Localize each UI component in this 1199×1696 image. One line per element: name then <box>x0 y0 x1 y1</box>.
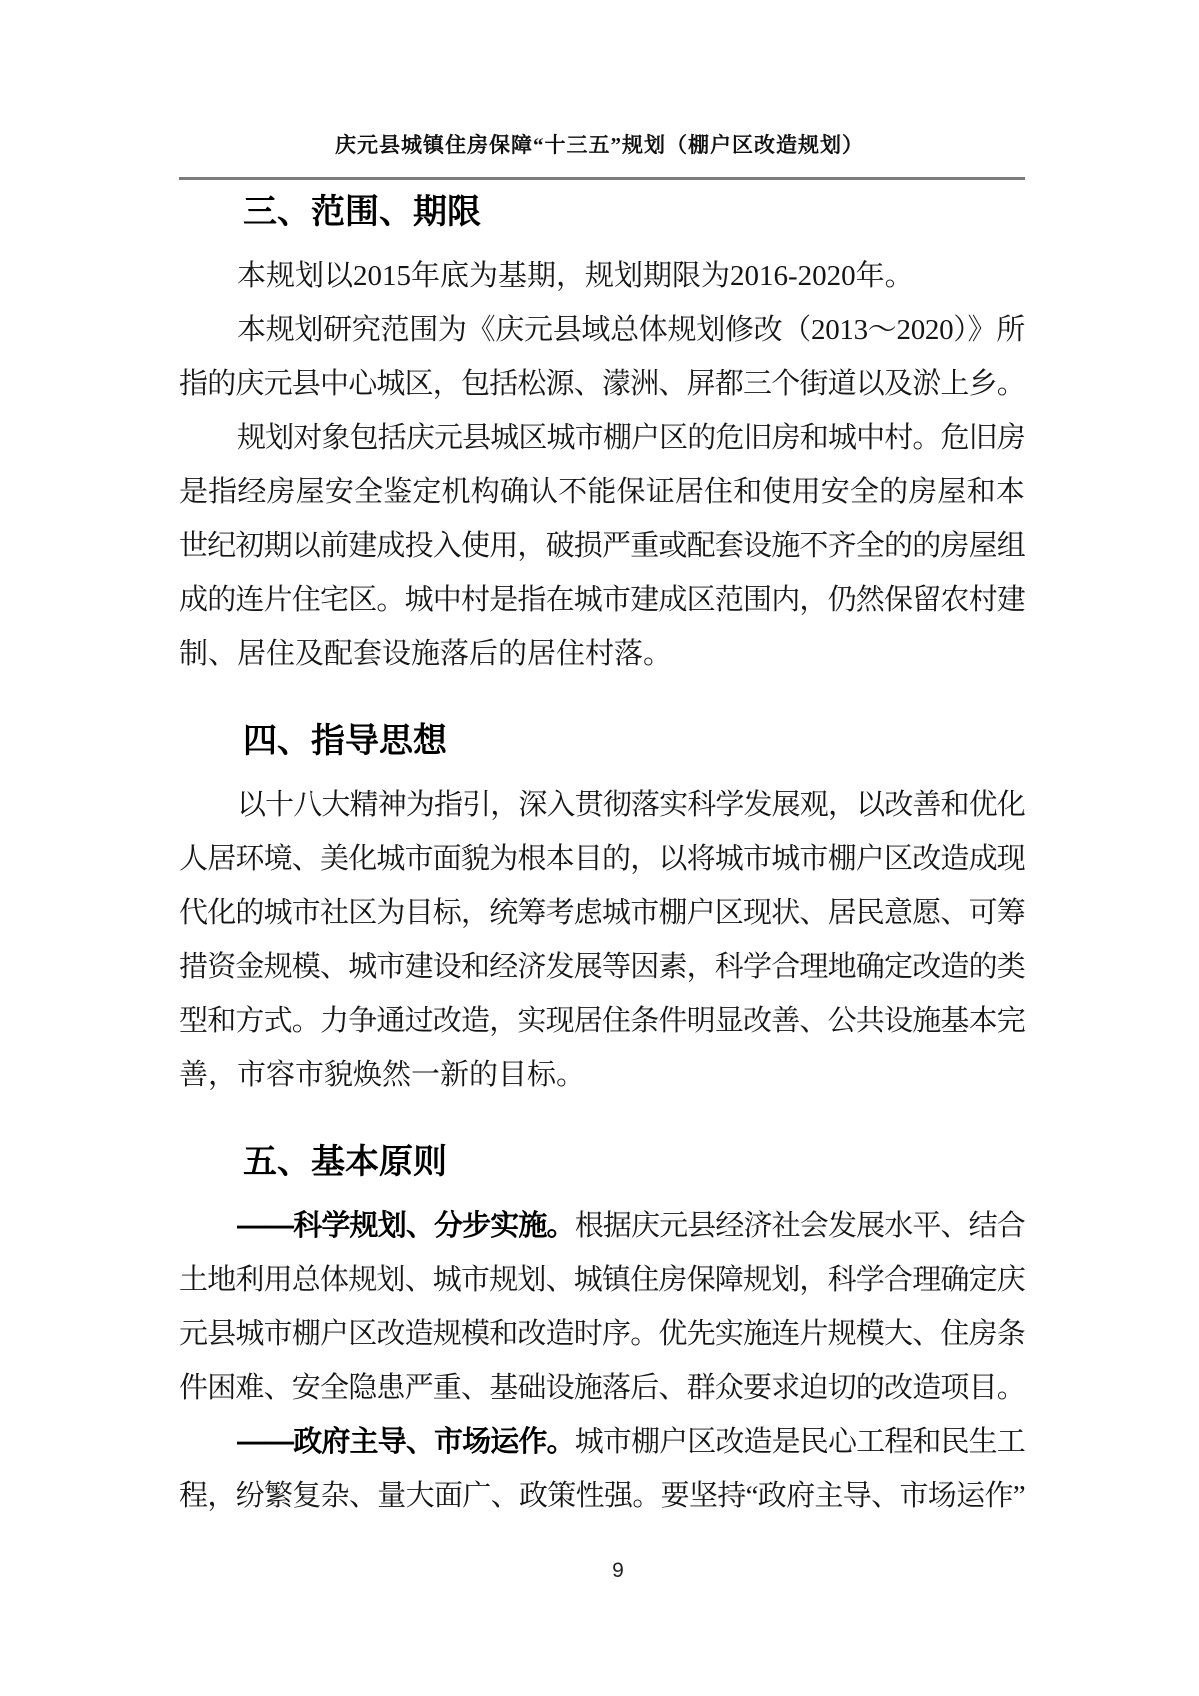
header-title: 庆元县城镇住房保障“十三五”规划（棚户区改造规划） <box>335 133 864 157</box>
line-text: 指的庆元县中心城区，包括松源、濛洲、屏都三个街道以及淤上乡。 <box>179 368 1026 400</box>
line-text: 措资金规模、城市建设和经济发展等因素，科学合理地确定改造的类 <box>179 951 1026 983</box>
principle-lead: ——科学规划、分步实施。 <box>237 1210 575 1242</box>
text-line <box>179 249 1025 303</box>
line-text <box>237 1210 1025 1242</box>
text-line <box>179 1048 1025 1102</box>
line-text: 善，市容市貌焕然一新的目标。 <box>179 1059 586 1091</box>
line-text: 制、居住及配套设施落后的居住村落。 <box>179 638 673 670</box>
text-line <box>179 1469 1025 1523</box>
text-line <box>179 994 1025 1048</box>
paragraph <box>179 1415 1025 1523</box>
line-text: 元县城市棚户区改造规模和改造时序。优先实施连片规模大、住房条 <box>179 1318 1026 1350</box>
line-text: 世纪初期以前建成投入使用，破损严重或配套设施不齐全的的房屋组 <box>179 530 1026 562</box>
header-rule <box>179 177 1025 180</box>
text-line <box>179 1415 1025 1469</box>
text-line <box>179 519 1025 573</box>
text-line <box>179 1199 1025 1253</box>
text-line <box>179 303 1025 357</box>
line-text: 规划对象包括庆元县城区城市棚户区的危旧房和城中村。危旧房 <box>237 422 1025 454</box>
text-line <box>179 940 1025 994</box>
paragraph <box>179 1199 1025 1415</box>
paragraph <box>179 249 1025 303</box>
section <box>179 193 1025 681</box>
line-text: 本规划以2015年底为基期，规划期限为2016-2020年。 <box>237 260 914 292</box>
section <box>179 1143 1025 1523</box>
line-text: 土地利用总体规划、城市规划、城镇住房保障规划，科学合理确定庆 <box>179 1264 1026 1296</box>
line-text: 件困难、安全隐患严重、基础设施落后、群众要求迫切的改造项目。 <box>179 1372 1026 1404</box>
line-text: 人居环境、美化城市面貌为根本目的，以将城市城市棚户区改造成现 <box>179 843 1026 875</box>
principle-lead: ——政府主导、市场运作。 <box>237 1426 575 1458</box>
line-text: 程，纷繁复杂、量大面广、政策性强。要坚持“政府主导、市场运作” <box>179 1480 1025 1512</box>
paragraph <box>179 303 1025 411</box>
section-heading: 四、指导思想 <box>243 722 447 760</box>
text-line <box>179 465 1025 519</box>
section <box>179 722 1025 1102</box>
paragraph <box>179 411 1025 681</box>
text-line <box>179 627 1025 681</box>
line-text: 本规划研究范围为《庆元县域总体规划修改（2013～2020）》所 <box>237 314 1025 346</box>
page-header <box>0 0 1199 180</box>
line-text-rest: 城市棚户区改造是民心工程和民生工 <box>574 1426 1025 1458</box>
page-number: 9 <box>612 1559 624 1582</box>
text-line <box>179 886 1025 940</box>
line-text <box>237 1426 1025 1458</box>
paragraph <box>179 778 1025 1102</box>
line-text: 型和方式。力争通过改造，实现居住条件明显改善、公共设施基本完 <box>179 1005 1026 1037</box>
section-heading: 五、基本原则 <box>243 1143 447 1181</box>
text-line <box>179 778 1025 832</box>
line-text: 以十八大精神为指引，深入贯彻落实科学发展观，以改善和优化 <box>237 789 1025 821</box>
text-line <box>179 832 1025 886</box>
text-line <box>179 1307 1025 1361</box>
line-text: 是指经房屋安全鉴定机构确认不能保证居住和使用安全的房屋和本 <box>179 476 1025 508</box>
text-line <box>179 573 1025 627</box>
line-text: 代化的城市社区为目标，统筹考虑城市棚户区现状、居民意愿、可筹 <box>179 897 1026 929</box>
text-line <box>179 411 1025 465</box>
page-footer <box>179 1560 1025 1581</box>
document-body <box>179 193 1025 1523</box>
text-line <box>179 1361 1025 1415</box>
line-text-rest: 根据庆元县经济社会发展水平、结合 <box>574 1210 1025 1242</box>
section-heading: 三、范围、期限 <box>243 193 481 231</box>
text-line <box>179 1253 1025 1307</box>
text-line <box>179 357 1025 411</box>
line-text: 成的连片住宅区。城中村是指在城市建成区范围内，仍然保留农村建 <box>179 584 1026 616</box>
